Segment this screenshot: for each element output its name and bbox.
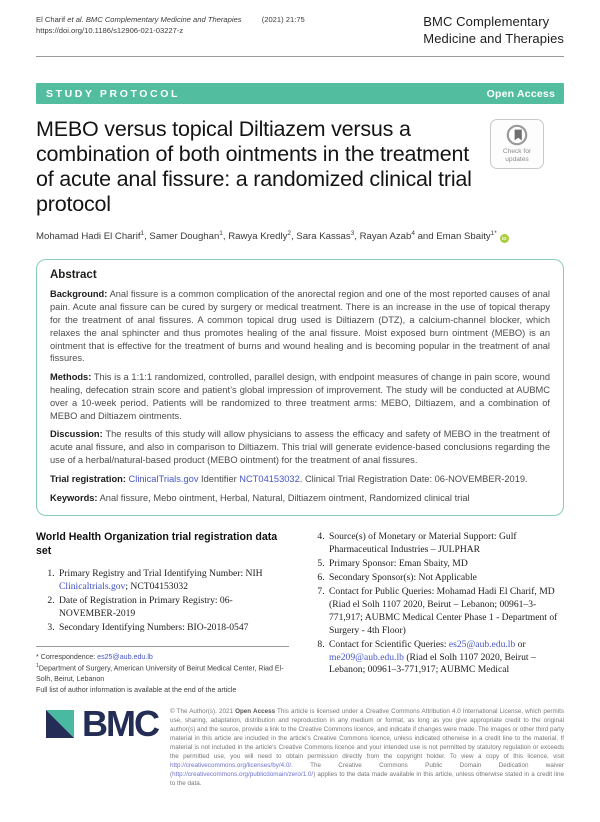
article-type-label: STUDY PROTOCOL [46,87,181,100]
author-pre: , [354,231,360,243]
trial-link-clinicaltrials[interactable]: ClinicalTrials.gov [128,473,199,484]
journal-name [423,14,564,47]
header-divider [36,56,564,57]
who-list-left [36,568,289,635]
trial-mid-text: Identifier [198,473,240,484]
methods-paragraph [50,371,550,422]
background-text: Anal fissure is a common complication of the anorectal region and one of the most reported causes of anal pain. Acute anal fissure can be cured by surgery or medical treatment. There is an increase in the use of topical therapy for the treatment of anal fissures. A common topical drug used is Diltiazem (DTZ), a calcium-channel blocker, which relaxes the anal sphincter and thus promotes healing of the anal fissure. Moist exposed burn ointment (MEBO) is an ointment that is effective for the treatment of burns and wound healing and is becoming popular in the treatment of anal fissures. [50,289,550,364]
who-item-3: 3. Secondary Identifying Numbers: BIO-2018-0547 [57,622,289,635]
who-item-8-email-link-2[interactable]: me209@aub.edu.lb [329,651,404,663]
license-body: This article is licensed under a Creative Commons Attribution 4.0 International License, which permits use, sharing, adaptation, distribution and reproduction in any medium or format, as long as you give appropriate credit to the original author(s) and the source, provide a link to the Creative Commons licence, and indicate if changes were made. The images or other third party material in this article are included in the article's Creative Commons licence, unless indicated otherwise in a credit line to the material. If material is not included in the article's Creative Commons licence and your intended use is not permitted by statutory regulation or exceeds the permitted use, you will need to obtain permission directly from the copyright holder. To view a copy of this licence, visit [170,708,564,761]
check-updates-label: Check for updates [502,148,532,164]
discussion-text: The results of this study will allow physicians to assess the efficacy and safety of MEBO in the treatment of acute anal fissure, and also in comparison to Diltiazem. This trial will generate evidence-based conclusions regarding the use of a herbal/natural-based product (MEBO ointment) for the treatment of anal fissures. [50,429,550,465]
check-updates-badge[interactable] [490,119,544,169]
bmc-logo-text: BMC [82,703,158,745]
who-item-8-mid: or [515,638,526,650]
crossmark-icon [506,124,528,146]
who-list-right [306,531,564,677]
correspondence-line [36,652,289,663]
open-access-label: Open Access [486,87,555,100]
who-item-8-text: Contact for Scientific Queries: [329,638,449,650]
journal-name-line2: Medicine and Therapies [423,30,564,46]
author-info-note: Full list of author information is available at the end of the article [36,685,237,694]
license-link-cc0[interactable]: http://creativecommons.org/publicdomain/zero/1.0/ [172,771,314,779]
keywords-paragraph [50,492,550,505]
correspondence-label: * Correspondence: [36,653,98,662]
author-name: Eman Sbaity [436,231,491,243]
author-sup: 1* [490,230,497,238]
author-name: Rawya Kredly [228,231,288,243]
abstract-box [36,259,564,516]
citation-authors: El Charif [36,15,66,24]
page-footer [36,705,564,788]
citation-line [36,14,305,25]
background-paragraph [50,288,550,365]
license-tail: ) applies to the data made available in this article, unless otherwise stated in a credit line to the data. [170,771,564,788]
footnote-block [36,646,289,695]
author-pre: , [290,231,297,243]
methods-label: Methods: [50,372,92,383]
author-pre: and [414,231,437,243]
author-sup: 1 [219,230,223,238]
license-open-access-label: Open Access [235,708,276,716]
article-title: MEBO versus topical Diltiazem versus a combination of both ointments in the treatment of acute anal fissure: a randomized clinical trial protocol [36,117,472,217]
methods-text: This is a 1:1:1 randomized, controlled, parallel design, with endpoint measures of change in pain score, wound healing, defecation strain score and patient’s global impression of improvement. The study will be conducted at AUBMC over a 10-week period. Patients will be randomized to three treatment arms: MEBO, Diltiazem, and a combination of MEBO and Diltiazem ointments. [50,372,550,421]
who-item-6: 6. Secondary Sponsor(s): Not Applicable [327,572,564,585]
author-pre: , [144,231,150,243]
discussion-paragraph [50,428,550,466]
trial-link-nct[interactable]: NCT04153032 [239,473,300,484]
affiliation-sup: 1 [36,663,39,670]
who-item-5: 5. Primary Sponsor: Eman Sbaity, MD [327,558,564,571]
background-label: Background: [50,289,108,300]
who-item-1-tail: ; NCT04153032 [125,580,188,592]
bmc-logo-mark [46,705,74,743]
citation-etal: et al. [67,15,86,24]
journal-name-line1: BMC Complementary [423,14,550,29]
study-protocol-banner [36,83,564,104]
author-name: Rayan Azab [359,231,412,243]
who-item-7: 7. Contact for Public Queries: Mohamad Hadi El Charif, MD (Riad el Solh 1107 2020, Beirut – Lebanon; 00961–3-771,917; AUBMC Medical Center Phase 1 - Department of Surgery - 4th Floor) [327,586,564,638]
bmc-logo [36,705,158,743]
trial-registration-label: Trial registration: [50,473,126,484]
who-registration-section [36,531,564,695]
who-item-8 [327,639,564,678]
abstract-heading: Abstract [50,269,97,282]
license-link-cc-by[interactable]: http://creativecommons.org/licenses/by/4.0/ [170,762,292,770]
author-name: Mohamad Hadi El Charif [36,231,141,243]
author-sup: 4 [411,230,415,238]
author-name: Samer Doughan [149,231,220,243]
who-item-8-email-link-1[interactable]: es25@aub.edu.lb [448,638,516,650]
who-item-1-link[interactable]: Clinicaltrials.gov [59,580,126,592]
who-heading: World Health Organization trial registration data set [36,531,278,558]
trial-rest-text: . Clinical Trial Registration Date: 06-NOVEMBER-2019. [299,473,528,484]
who-item-1 [57,568,289,594]
license-copyright: © The Author(s). 2021 [170,708,236,716]
keywords-text: Anal fissure, Mebo ointment, Herbal, Natural, Diltiazem ointment, Randomized clinical trial [97,492,470,503]
author-sup: 2 [287,230,291,238]
citation-issue: (2021) 21:75 [261,15,305,24]
author-sup: 1 [140,230,145,238]
author-sup: 3 [350,230,355,238]
affiliation-text: Department of Surgery, American University of Beirut Medical Center, Riad El-Solh, Beirut, Lebanon [36,664,284,684]
keywords-label: Keywords: [50,492,98,503]
who-item-2: 2. Date of Registration in Primary Registry: 06-NOVEMBER-2019 [57,595,289,621]
who-item-1-text: Primary Registry and Trial Identifying Number: NIH [59,567,263,579]
header-citation [36,14,305,37]
who-left-column [36,531,289,695]
who-right-column [306,531,564,695]
title-row [36,117,564,217]
who-item-8-tail: (Riad el Solh 1107 2020, Beirut – Lebanon; 00961–3-771,917; AUBMC Medical [329,651,536,676]
discussion-label: Discussion: [50,429,103,440]
correspondence-email-link[interactable]: es25@aub.edu.lb [97,653,153,662]
citation-journal: BMC Complementary Medicine and Therapies [85,15,242,24]
page-header [36,14,564,47]
affiliation-line [36,663,289,685]
trial-registration-paragraph [50,473,550,486]
authors-line [36,230,564,243]
orcid-icon[interactable]: iD [500,234,509,243]
doi-text: https://doi.org/10.1186/s12906-021-03227-z [36,26,184,36]
who-item-4: 4. Source(s) of Monetary or Material Support: Gulf Pharmaceutical Industries – JULPHAR [327,531,564,557]
license-mid: . The Creative Commons Public Domain Dedication waiver ( [170,762,564,779]
author-name: Sara Kassas [296,231,351,243]
license-text [170,705,564,788]
author-pre: , [222,231,229,243]
